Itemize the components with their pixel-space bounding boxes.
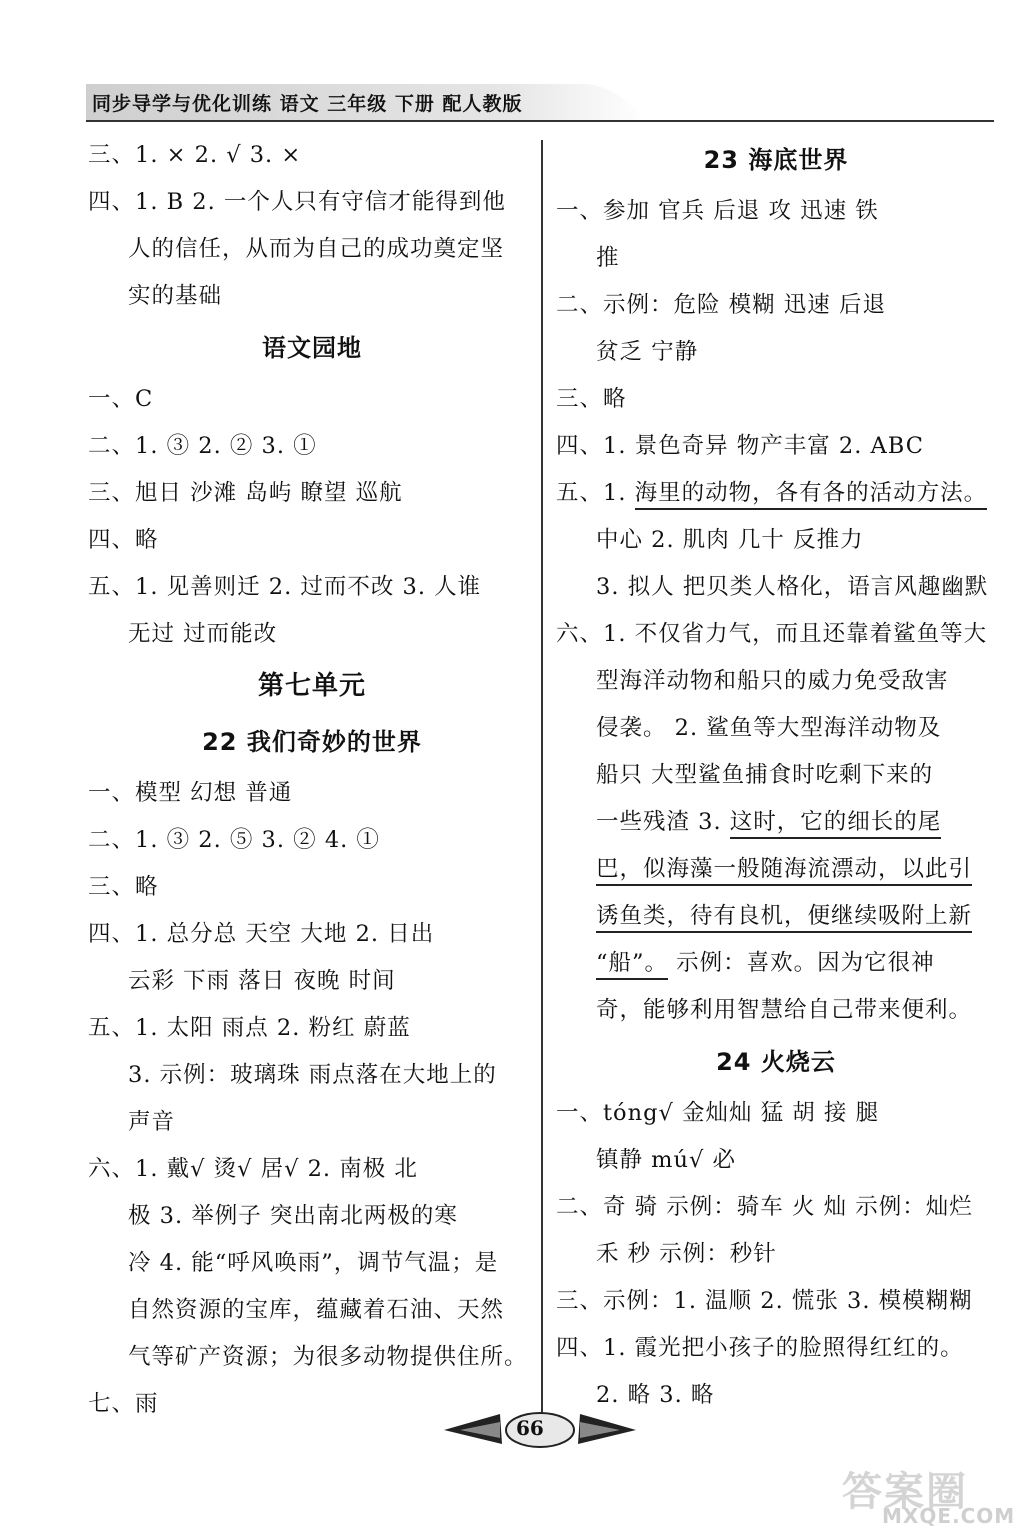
- page-number: 66: [516, 1416, 544, 1440]
- answer-line: 云彩 下雨 落日 夜晚 时间: [128, 968, 396, 994]
- underlined-answer: “船”。: [596, 950, 668, 980]
- answer-line: 无过 过而能改: [128, 621, 278, 647]
- answer-line: 2. 略 3. 略: [596, 1382, 715, 1408]
- answer-line: [556, 470, 996, 517]
- lesson-title: 23 海底世界: [703, 146, 849, 174]
- lesson-title: 24 火烧云: [716, 1048, 836, 1076]
- column-divider: [541, 140, 543, 1420]
- underlined-answer: 巴，似海藻一般随海流漂动，以此引: [596, 856, 972, 886]
- underlined-answer: 诱鱼类，待有良机，便继续吸附上新: [596, 903, 972, 933]
- answer-line: 六、1. 不仅省力气，而且还靠着鲨鱼等大: [556, 621, 988, 647]
- answer-line: 禾 秒 示例：秒针: [596, 1241, 777, 1267]
- watermark-text: 答案圈: [842, 1469, 968, 1515]
- answer-line: 四、略: [88, 527, 159, 553]
- answer-line: 四、1. 霞光把小孩子的脸照得红红的。: [556, 1335, 964, 1361]
- answer-line: 四、1. B 2. 一个人只有守信才能得到他: [88, 189, 506, 215]
- answer-line: 贫乏 宁静: [596, 339, 699, 365]
- answer-line: 气等矿产资源；为很多动物提供住所。: [128, 1344, 528, 1370]
- header-title: 同步导学与优化训练 语文 三年级 下册 配人教版: [92, 93, 523, 115]
- header-rule: [86, 120, 994, 122]
- answer-line: 三、略: [88, 874, 159, 900]
- answer-line: 奇，能够利用智慧给自己带来便利。: [596, 997, 973, 1023]
- answer-line: 中心 2. 肌肉 几十 反推力: [596, 527, 864, 553]
- answer-line: 四、1. 总分总 天空 大地 2. 日出: [88, 921, 435, 947]
- answer-prefix: 一些残渣 3.: [596, 809, 730, 835]
- underlined-answer: 海里的动物，各有各的活动方法。: [635, 480, 988, 510]
- answer-line: [556, 799, 996, 846]
- watermark-url: MXQE.COM: [882, 1504, 1016, 1528]
- underlined-answer: 这时，它的细长的尾: [730, 809, 942, 839]
- answer-line: 四、1. 景色奇异 物产丰富 2. ABC: [556, 433, 924, 459]
- answer-line: 船只 大型鲨鱼捕食时吃剩下来的: [596, 762, 934, 788]
- answer-line: 二、奇 骑 示例：骑车 火 灿 示例：灿烂: [556, 1194, 973, 1220]
- answer-line: 声音: [128, 1109, 176, 1135]
- answer-line: 3. 拟人 把贝类人格化，语言风趣幽默: [596, 574, 989, 600]
- answer-line: 二、1. ③ 2. ⑤ 3. ② 4. ①: [88, 827, 380, 853]
- answer-line: 一、tóng√ 金灿灿 猛 胡 接 腿: [556, 1100, 880, 1126]
- answer-line: 人的信任，从而为自己的成功奠定坚: [128, 236, 505, 262]
- answer-line: [556, 846, 996, 893]
- answer-line: 3. 示例：玻璃珠 雨点落在大地上的: [128, 1062, 497, 1088]
- answer-line: 侵袭。 2. 鲨鱼等大型海洋动物及: [596, 715, 942, 741]
- answer-line: 一、模型 幻想 普通: [88, 780, 293, 806]
- answer-line: 二、1. ③ 2. ② 3. ①: [88, 433, 317, 459]
- right-column: [556, 132, 996, 1419]
- answer-text: 示例：喜欢。因为它很神: [668, 950, 935, 976]
- left-column: [88, 132, 536, 1428]
- answer-line: [556, 940, 996, 987]
- answer-line: 三、1. × 2. √ 3. ×: [88, 142, 302, 168]
- unit-title: 第七单元: [257, 671, 366, 701]
- answer-line: 实的基础: [128, 283, 223, 309]
- answer-line: 五、1. 见善则迁 2. 过而不改 3. 人谁: [88, 574, 482, 600]
- answer-line: 三、略: [556, 386, 627, 412]
- section-title: 语文园地: [262, 334, 362, 362]
- answer-line: 二、示例：危险 模糊 迅速 后退: [556, 292, 886, 318]
- lesson-title: 22 我们奇妙的世界: [202, 728, 422, 756]
- answer-prefix: 五、1.: [556, 480, 635, 506]
- answer-line: 三、旭日 沙滩 岛屿 瞭望 巡航: [88, 480, 403, 506]
- answer-line: 推: [596, 245, 620, 271]
- answer-line: 七、雨: [88, 1391, 159, 1417]
- answer-line: 三、示例：1. 温顺 2. 慌张 3. 模模糊糊: [556, 1288, 973, 1314]
- answer-line: 五、1. 太阳 雨点 2. 粉红 蔚蓝: [88, 1015, 411, 1041]
- answer-line: 自然资源的宝库，蕴藏着石油、天然: [128, 1297, 505, 1323]
- answer-line: [556, 893, 996, 940]
- page-header: [86, 82, 646, 120]
- answer-line: 冷 4. 能“呼风唤雨”，调节气温；是: [128, 1250, 499, 1276]
- answer-line: 镇静 mú√ 必: [596, 1147, 736, 1173]
- answer-line: 极 3. 举例子 突出南北两极的寒: [128, 1203, 458, 1229]
- answer-line: 一、参加 官兵 后退 攻 迅速 铁: [556, 198, 879, 224]
- answer-line: 型海洋动物和船只的威力免受敌害: [596, 668, 949, 694]
- answer-line: 一、C: [88, 386, 154, 412]
- answer-line: 六、1. 戴√ 烫√ 居√ 2. 南极 北: [88, 1156, 418, 1182]
- watermark-logo: [842, 1460, 1022, 1530]
- page-footer: [440, 1404, 640, 1454]
